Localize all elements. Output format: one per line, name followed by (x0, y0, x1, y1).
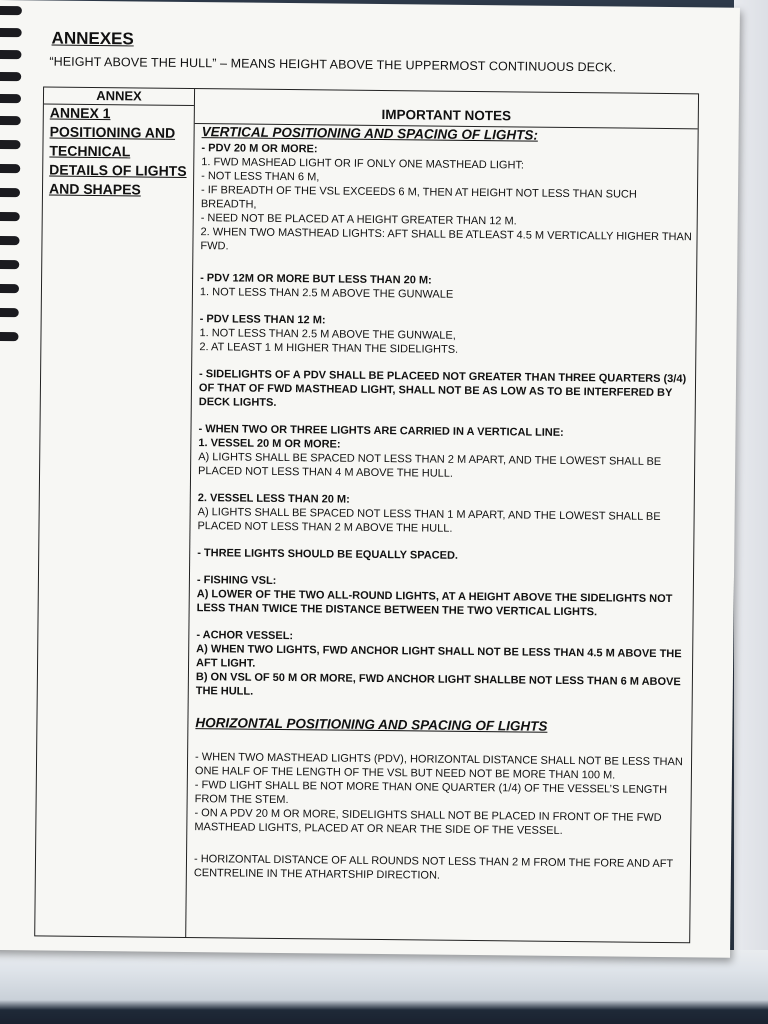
note-line: 2. AT LEAST 1 M HIGHER THAN THE SIDELIGHTS. (199, 341, 459, 356)
background-surface (0, 950, 768, 1024)
note-title: 1. VESSEL 20 M OR MORE: (198, 437, 341, 451)
note-line: - NEED NOT BE PLACED AT A HEIGHT GREATER THAN 12 M. (200, 212, 517, 228)
note-line: A) WHEN TWO LIGHTS, FWD ANCHOR LIGHT SHALL NOT BE LESS THAN 4.5 M ABOVE THE (196, 643, 682, 661)
note-line: AFT LIGHT. (196, 657, 256, 670)
note-line: - IF BREADTH OF THE VSL EXCEEDS 6 M, THEN AT HEIGHT NOT LESS THAN SUCH BREADTH, (200, 184, 637, 211)
notes-header: IMPORTANT NOTES (195, 103, 698, 129)
annex-line: TECHNICAL (49, 142, 131, 160)
note-line: 1. FWD MASHEAD LIGHT OR IF ONLY ONE MASTHEAD LIGHT: (201, 156, 525, 172)
note-line: A) LIGHTS SHALL BE SPACED NOT LESS THAN 2 M APART, AND THE LOWEST SHALL BE (198, 451, 662, 468)
annex-line: POSITIONING AND (49, 123, 176, 141)
section-heading-horizontal: HORIZONTAL POSITIONING AND SPACING OF LIGHTS (195, 715, 548, 734)
annex-name (49, 104, 194, 201)
section-heading-vertical: VERTICAL POSITIONING AND SPACING OF LIGHTS: (201, 124, 538, 143)
annex-line: ANNEX 1 (49, 104, 111, 122)
annex-line: DETAILS OF LIGHTS (49, 161, 187, 179)
note-line: FROM THE STEM. (194, 793, 289, 807)
note-line: - FWD LIGHT SHALL BE NOT MORE THAN ONE QUARTER (1/4) OF THE VESSEL’S LENGTH (194, 779, 668, 797)
note-line: A) LOWER OF THE TWO ALL-ROUND LIGHTS, AT A HEIGHT ABOVE THE SIDELIGHTS NOT (196, 588, 673, 606)
note-line: - WHEN TWO MASTHEAD LIGHTS (PDV), HORIZONTAL DISTANCE SHALL NOT BE LESS THAN (195, 751, 683, 769)
note-line: 2. WHEN TWO MASTHEAD LIGHTS: AFT SHALL BE ATLEAST 4.5 M VERTICALLY HIGHER THAN (200, 226, 692, 244)
annex-line: AND SHAPES (48, 180, 141, 198)
note-title: - PDV 12M OR MORE BUT LESS THAN 20 M: (200, 272, 432, 287)
note-title: - THREE LIGHTS SHOULD BE EQUALLY SPACED. (197, 547, 459, 562)
note-title: - PDV LESS THAN 12 M: (199, 313, 326, 327)
note-line: THE HULL. (195, 685, 254, 698)
note-title: - PDV 20 M OR MORE: (201, 142, 318, 156)
note-line: MASTHEAD LIGHTS, PLACED AT OR NEAR THE SIDE OF THE VESSEL. (194, 821, 563, 837)
background-edge (734, 0, 768, 960)
page-title: ANNEXES (51, 28, 134, 49)
note-line: 1. NOT LESS THAN 2.5 M ABOVE THE GUNWALE, (199, 327, 456, 342)
notes-content (194, 125, 694, 885)
note-line: A) LIGHTS SHALL BE SPACED NOT LESS THAN 1 M APART, AND THE LOWEST SHALL BE (197, 506, 661, 523)
definition-text: “HEIGHT ABOVE THE HULL” – MEANS HEIGHT ABOVE THE UPPERMOST CONTINUOUS DECK. (49, 54, 617, 75)
annex-column (35, 87, 195, 937)
note-title: - ACHOR VESSEL: (196, 629, 294, 643)
note-line: - NOT LESS THAN 6 M, (201, 170, 320, 184)
note-title: 2. VESSEL LESS THAN 20 M: (197, 492, 350, 506)
note-line: PLACED NOT LESS THAN 2 M ABOVE THE HULL. (197, 520, 453, 535)
note-line: ONE HALF OF THE LENGTH OF THE VSL BUT NEED NOT BE MORE THAN 100 M. (194, 765, 616, 782)
note-line: - SIDELIGHTS OF A PDV SHALL BE PLACEED NOT GREATER THAN THREE QUARTERS (3/4) (199, 368, 687, 386)
note-line: - HORIZONTAL DISTANCE OF ALL ROUNDS NOT LESS THAN 2 M FROM THE FORE AND AFT (193, 853, 674, 871)
note-line: B) ON VSL OF 50 M OR MORE, FWD ANCHOR LIGHT SHALLBE NOT LESS THAN 6 M ABOVE (195, 671, 681, 689)
spiral-binding (0, 0, 24, 360)
annex-table (34, 86, 699, 943)
note-title: - WHEN TWO OR THREE LIGHTS ARE CARRIED IN A VERTICAL LINE: (198, 423, 564, 439)
note-title: - FISHING VSL: (196, 574, 277, 587)
note-line: LESS THAN TWICE THE DISTANCE BETWEEN THE TWO VERTICAL LIGHTS. (196, 602, 598, 619)
note-line: DECK LIGHTS. (198, 396, 277, 409)
annex-header: ANNEX (44, 87, 194, 106)
note-line: FWD. (200, 240, 229, 253)
note-line: PLACED NOT LESS THAN 4 M ABOVE THE HULL. (198, 465, 454, 480)
note-line: 1. NOT LESS THAN 2.5 M ABOVE THE GUNWALE (199, 286, 454, 301)
note-line: OF THAT OF FWD MASTHEAD LIGHT, SHALL NOT BE AS LOW AS TO BE INTERFERED BY (198, 382, 673, 400)
note-line: - ON A PDV 20 M OR MORE, SIDELIGHTS SHALL NOT BE PLACED IN FRONT OF THE FWD (194, 807, 662, 824)
note-line: CENTRELINE IN THE ATHARTSHIP DIRECTION. (193, 867, 441, 882)
